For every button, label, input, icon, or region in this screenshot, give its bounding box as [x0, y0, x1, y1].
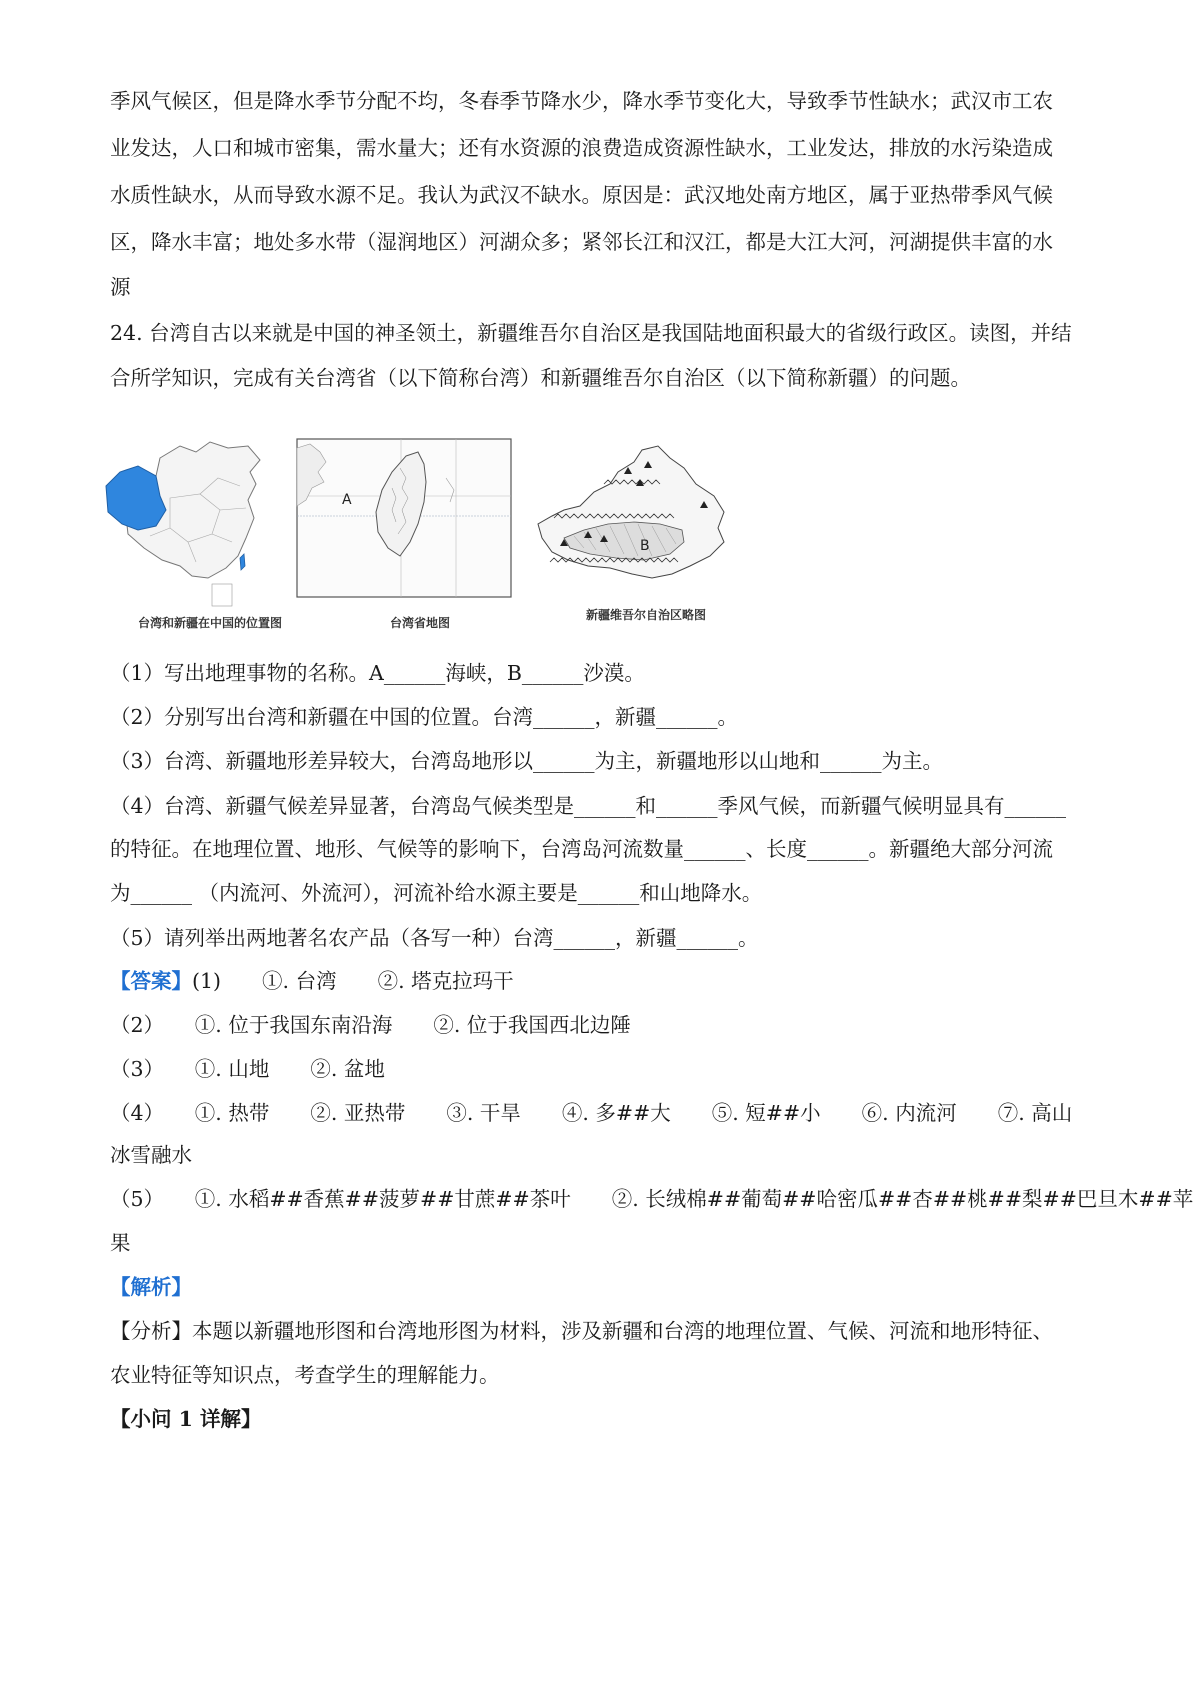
- figure-row: [100, 438, 830, 688]
- answer-line-4: 冰雪融水: [110, 1143, 192, 1167]
- analysis-line: 【分析】本题以新疆地形图和台湾地形图为材料，涉及新疆和台湾的地理位置、气候、河流和地形特征、: [110, 1319, 1053, 1343]
- answer-line-2: （2） ①. 位于我国东南沿海 ②. 位于我国西北边陲: [110, 1013, 631, 1037]
- answer-line-4: （4） ①. 热带 ②. 亚热带 ③. 干旱 ④. 多##大 ⑤. 短##小 ⑥. 内流河 ⑦. 高山: [110, 1101, 1073, 1125]
- analysis-tag: 【解析】: [110, 1275, 192, 1299]
- figure-caption: 台湾省地图: [390, 616, 451, 630]
- sub-question-5: （5）请列举出两地著名农产品（各写一种）台湾______，新疆______。: [110, 926, 759, 950]
- answer-line-1: [110, 964, 514, 998]
- sub-question-4: 为______ （内流河、外流河），河流补给水源主要是______和山地降水。: [110, 881, 763, 905]
- answer-tag: 【答案】: [110, 969, 192, 993]
- sub-question-4: 的特征。在地理位置、地形、气候等的影响下，台湾岛河流数量______、长度______。新疆绝大部分河流: [110, 837, 1053, 861]
- paragraph-line: 源: [110, 275, 131, 299]
- figure-caption: 台湾和新疆在中国的位置图: [138, 616, 283, 630]
- paragraph-line: 水质性缺水，从而导致水源不足。我认为武汉不缺水。原因是：武汉地处南方地区，属于亚热带季风气候: [110, 183, 1053, 207]
- taiwan-highlight: [240, 554, 245, 570]
- sub-question-4: （4）台湾、新疆气候差异显著，台湾岛气候类型是______和______季风气候，而新疆气候明显具有______: [110, 794, 1067, 818]
- answer-text: (1) ①. 台湾 ②. 塔克拉玛干: [192, 969, 514, 993]
- analysis-line: 农业特征等知识点，考查学生的理解能力。: [110, 1363, 500, 1387]
- taiwan-map: [296, 438, 512, 598]
- label-a: A: [342, 492, 352, 508]
- paragraph-line: 区，降水丰富；地处多水带（湿润地区）河湖众多；紧邻长江和汉江，都是大江大河，河湖提供丰富的水: [110, 230, 1053, 254]
- figure-caption: 新疆维吾尔自治区略图: [586, 608, 707, 622]
- sub-question-1: （1）写出地理事物的名称。A______海峡，B______沙漠。: [110, 661, 645, 685]
- paragraph-line: 季风气候区，但是降水季节分配不均，冬春季节降水少，降水季节变化大，导致季节性缺水；武汉市工农: [110, 89, 1053, 113]
- xinjiang-map: [524, 438, 734, 593]
- answer-line-5: 果: [110, 1231, 131, 1255]
- sub-question-3: （3）台湾、新疆地形差异较大，台湾岛地形以______为主，新疆地形以山地和______为主。: [110, 749, 944, 773]
- sub-question-heading: 【小问 1 详解】: [110, 1407, 262, 1431]
- china-location-map: [100, 438, 275, 613]
- answer-line-5: （5） ①. 水稻##香蕉##菠萝##甘蔗##茶叶 ②. 长绒棉##葡萄##哈密瓜##杏##桃##梨##巴旦木##苹: [110, 1187, 1194, 1211]
- question-stem: 合所学知识，完成有关台湾省（以下简称台湾）和新疆维吾尔自治区（以下简称新疆）的问题。: [110, 366, 971, 390]
- sub-question-2: （2）分别写出台湾和新疆在中国的位置。台湾______，新疆______。: [110, 705, 739, 729]
- label-b: B: [640, 538, 650, 554]
- question-stem: 24. 台湾自古以来就是中国的神圣领土，新疆维吾尔自治区是我国陆地面积最大的省级行政区。读图，并结: [110, 321, 1072, 345]
- answer-line-3: （3） ①. 山地 ②. 盆地: [110, 1057, 385, 1081]
- paragraph-line: 业发达，人口和城市密集，需水量大；还有水资源的浪费造成资源性缺水，工业发达，排放的水污染造成: [110, 136, 1053, 160]
